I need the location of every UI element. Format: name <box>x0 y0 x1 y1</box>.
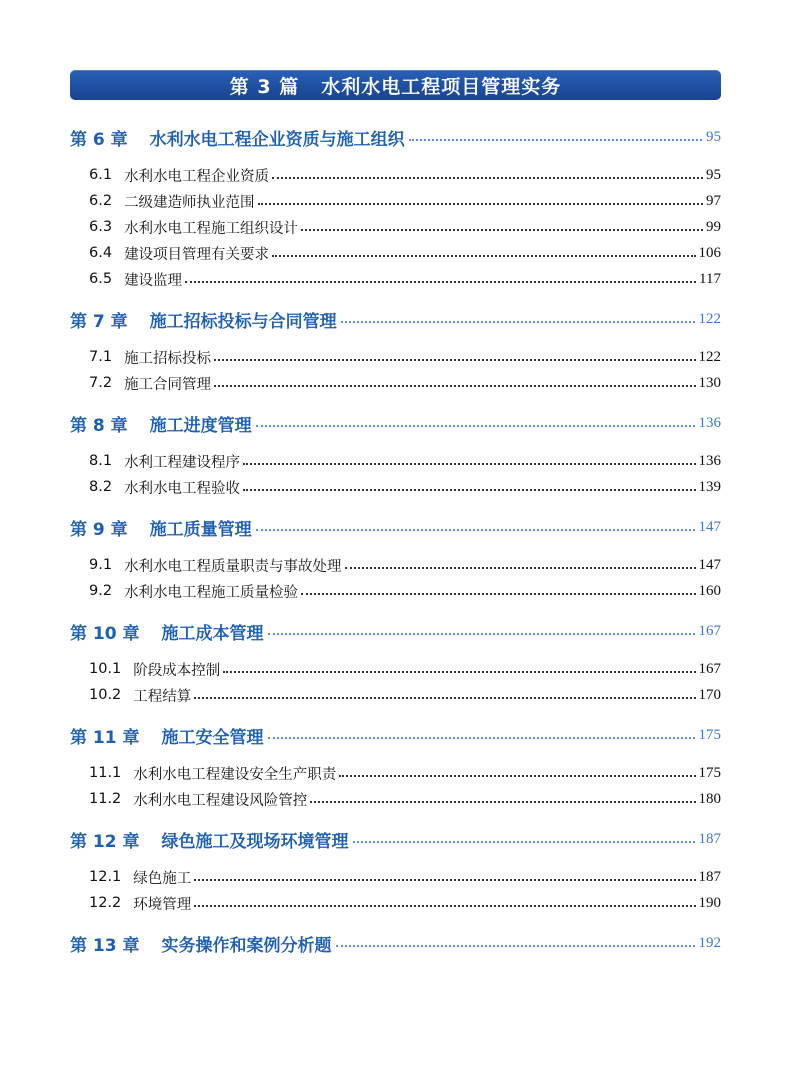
chapter-number: 第 9 章 <box>70 519 128 540</box>
section-page-number: 136 <box>698 452 721 469</box>
part-title: 水利水电工程项目管理实务 <box>321 75 562 98</box>
section-list <box>70 162 721 292</box>
section-list <box>70 344 721 396</box>
chapter-number: 第 13 章 <box>70 935 140 956</box>
toc-section-row[interactable] <box>70 552 721 578</box>
section-title: 绿色施工 <box>133 870 192 887</box>
dot-leader <box>272 177 703 179</box>
toc-section-row[interactable] <box>70 474 721 500</box>
chapter-title: 施工质量管理 <box>149 519 252 540</box>
section-number: 10.2 <box>89 687 122 703</box>
chapter-number: 第 11 章 <box>70 727 140 748</box>
toc-chapter-row[interactable] <box>70 512 721 542</box>
dot-leader <box>353 841 695 843</box>
dot-leader <box>194 697 695 699</box>
section-page-number: 97 <box>706 192 721 209</box>
toc-section-row[interactable] <box>70 578 721 604</box>
section-number: 6.2 <box>89 193 113 209</box>
chapter-number: 第 12 章 <box>70 831 140 852</box>
toc-section-row[interactable] <box>70 890 721 916</box>
section-title: 水利工程建设程序 <box>124 454 241 471</box>
dot-leader <box>268 737 695 739</box>
chapter-title: 施工成本管理 <box>161 623 264 644</box>
section-number: 7.1 <box>89 349 113 365</box>
toc-section-row[interactable] <box>70 188 721 214</box>
toc-section-row[interactable] <box>70 448 721 474</box>
toc-section-row[interactable] <box>70 656 721 682</box>
chapter-page-number: 136 <box>698 414 721 431</box>
section-title: 水利水电工程验收 <box>124 480 241 497</box>
section-title: 水利水电工程建设安全生产职责 <box>133 766 337 783</box>
section-title: 水利水电工程施工组织设计 <box>124 220 299 237</box>
toc-chapter-row[interactable] <box>70 720 721 750</box>
section-list <box>70 448 721 500</box>
section-list <box>70 552 721 604</box>
section-list <box>70 656 721 708</box>
dot-leader <box>243 463 695 465</box>
section-title: 水利水电工程质量职责与事故处理 <box>124 558 342 575</box>
section-title: 水利水电工程企业资质 <box>124 168 270 185</box>
section-title: 施工合同管理 <box>124 376 212 393</box>
toc-section-row[interactable] <box>70 864 721 890</box>
toc-section-row[interactable] <box>70 344 721 370</box>
toc-chapter-row[interactable] <box>70 408 721 438</box>
dot-leader <box>256 425 695 427</box>
dot-leader <box>194 879 695 881</box>
chapter-title: 绿色施工及现场环境管理 <box>161 831 349 852</box>
dot-leader <box>272 255 695 257</box>
toc-section-row[interactable] <box>70 162 721 188</box>
part-banner <box>70 70 721 100</box>
chapter-page-number: 122 <box>698 310 721 327</box>
chapter-title: 水利水电工程企业资质与施工组织 <box>149 129 405 150</box>
section-page-number: 190 <box>698 894 721 911</box>
dot-leader <box>409 139 702 141</box>
chapter-page-number: 167 <box>698 622 721 639</box>
section-title: 水利水电工程施工质量检验 <box>124 584 299 601</box>
dot-leader <box>336 945 695 947</box>
chapter-page-number: 95 <box>706 128 721 145</box>
section-list <box>70 760 721 812</box>
section-number: 6.4 <box>89 245 113 261</box>
section-page-number: 147 <box>698 556 721 573</box>
section-page-number: 170 <box>698 686 721 703</box>
dot-leader <box>214 385 695 387</box>
section-number: 10.1 <box>89 661 122 677</box>
section-title: 阶段成本控制 <box>133 662 221 679</box>
section-page-number: 139 <box>698 478 721 495</box>
toc-section-row[interactable] <box>70 760 721 786</box>
section-title: 建设监理 <box>124 272 183 289</box>
section-number: 9.1 <box>89 557 113 573</box>
dot-leader <box>301 593 695 595</box>
toc-section-row[interactable] <box>70 266 721 292</box>
dot-leader <box>341 321 695 323</box>
chapter-title: 施工进度管理 <box>149 415 252 436</box>
section-number: 8.2 <box>89 479 113 495</box>
toc-section-row[interactable] <box>70 214 721 240</box>
section-title: 水利水电工程建设风险管控 <box>133 792 308 809</box>
toc-section-row[interactable] <box>70 682 721 708</box>
chapter-page-number: 192 <box>698 934 721 951</box>
chapter-number: 第 8 章 <box>70 415 128 436</box>
section-page-number: 167 <box>698 660 721 677</box>
dot-leader <box>223 671 695 673</box>
chapter-page-number: 187 <box>698 830 721 847</box>
section-title: 环境管理 <box>133 896 192 913</box>
chapter-title: 实务操作和案例分析题 <box>161 935 332 956</box>
toc-chapter-row[interactable] <box>70 616 721 646</box>
section-page-number: 122 <box>698 348 721 365</box>
dot-leader <box>185 281 696 283</box>
section-page-number: 106 <box>698 244 721 261</box>
toc-chapter-row[interactable] <box>70 824 721 854</box>
dot-leader <box>243 489 695 491</box>
section-title: 施工招标投标 <box>124 350 212 367</box>
section-number: 12.2 <box>89 895 122 911</box>
section-page-number: 180 <box>698 790 721 807</box>
section-title: 二级建造师执业范围 <box>124 194 255 211</box>
section-page-number: 95 <box>706 166 721 183</box>
chapter-number: 第 6 章 <box>70 129 128 150</box>
chapter-page-number: 147 <box>698 518 721 535</box>
dot-leader <box>268 633 695 635</box>
dot-leader <box>301 229 703 231</box>
toc-section-row[interactable] <box>70 786 721 812</box>
dot-leader <box>310 801 695 803</box>
section-page-number: 130 <box>698 374 721 391</box>
dot-leader <box>345 567 696 569</box>
dot-leader <box>258 203 703 205</box>
section-number: 8.1 <box>89 453 113 469</box>
toc-chapter-row[interactable] <box>70 928 721 958</box>
section-number: 9.2 <box>89 583 113 599</box>
section-page-number: 187 <box>698 868 721 885</box>
section-number: 12.1 <box>89 869 122 885</box>
section-list <box>70 864 721 916</box>
chapter-number: 第 10 章 <box>70 623 140 644</box>
section-page-number: 160 <box>698 582 721 599</box>
toc-chapter-row[interactable] <box>70 122 721 152</box>
part-number: 第 3 篇 <box>229 75 300 98</box>
table-of-contents <box>70 110 721 958</box>
chapter-title: 施工招标投标与合同管理 <box>149 311 337 332</box>
toc-chapter-row[interactable] <box>70 304 721 334</box>
chapter-page-number: 175 <box>698 726 721 743</box>
dot-leader <box>194 905 695 907</box>
section-title: 工程结算 <box>133 688 192 705</box>
toc-section-row[interactable] <box>70 370 721 396</box>
dot-leader <box>214 359 695 361</box>
section-number: 6.1 <box>89 167 113 183</box>
section-page-number: 175 <box>698 764 721 781</box>
section-number: 7.2 <box>89 375 113 391</box>
toc-section-row[interactable] <box>70 240 721 266</box>
dot-leader <box>339 775 695 777</box>
section-page-number: 99 <box>706 218 721 235</box>
section-number: 11.1 <box>89 765 122 781</box>
chapter-number: 第 7 章 <box>70 311 128 332</box>
dot-leader <box>256 529 695 531</box>
section-number: 6.5 <box>89 271 113 287</box>
section-number: 11.2 <box>89 791 122 807</box>
chapter-title: 施工安全管理 <box>161 727 264 748</box>
section-page-number: 117 <box>699 270 721 287</box>
section-title: 建设项目管理有关要求 <box>124 246 270 263</box>
section-number: 6.3 <box>89 219 113 235</box>
